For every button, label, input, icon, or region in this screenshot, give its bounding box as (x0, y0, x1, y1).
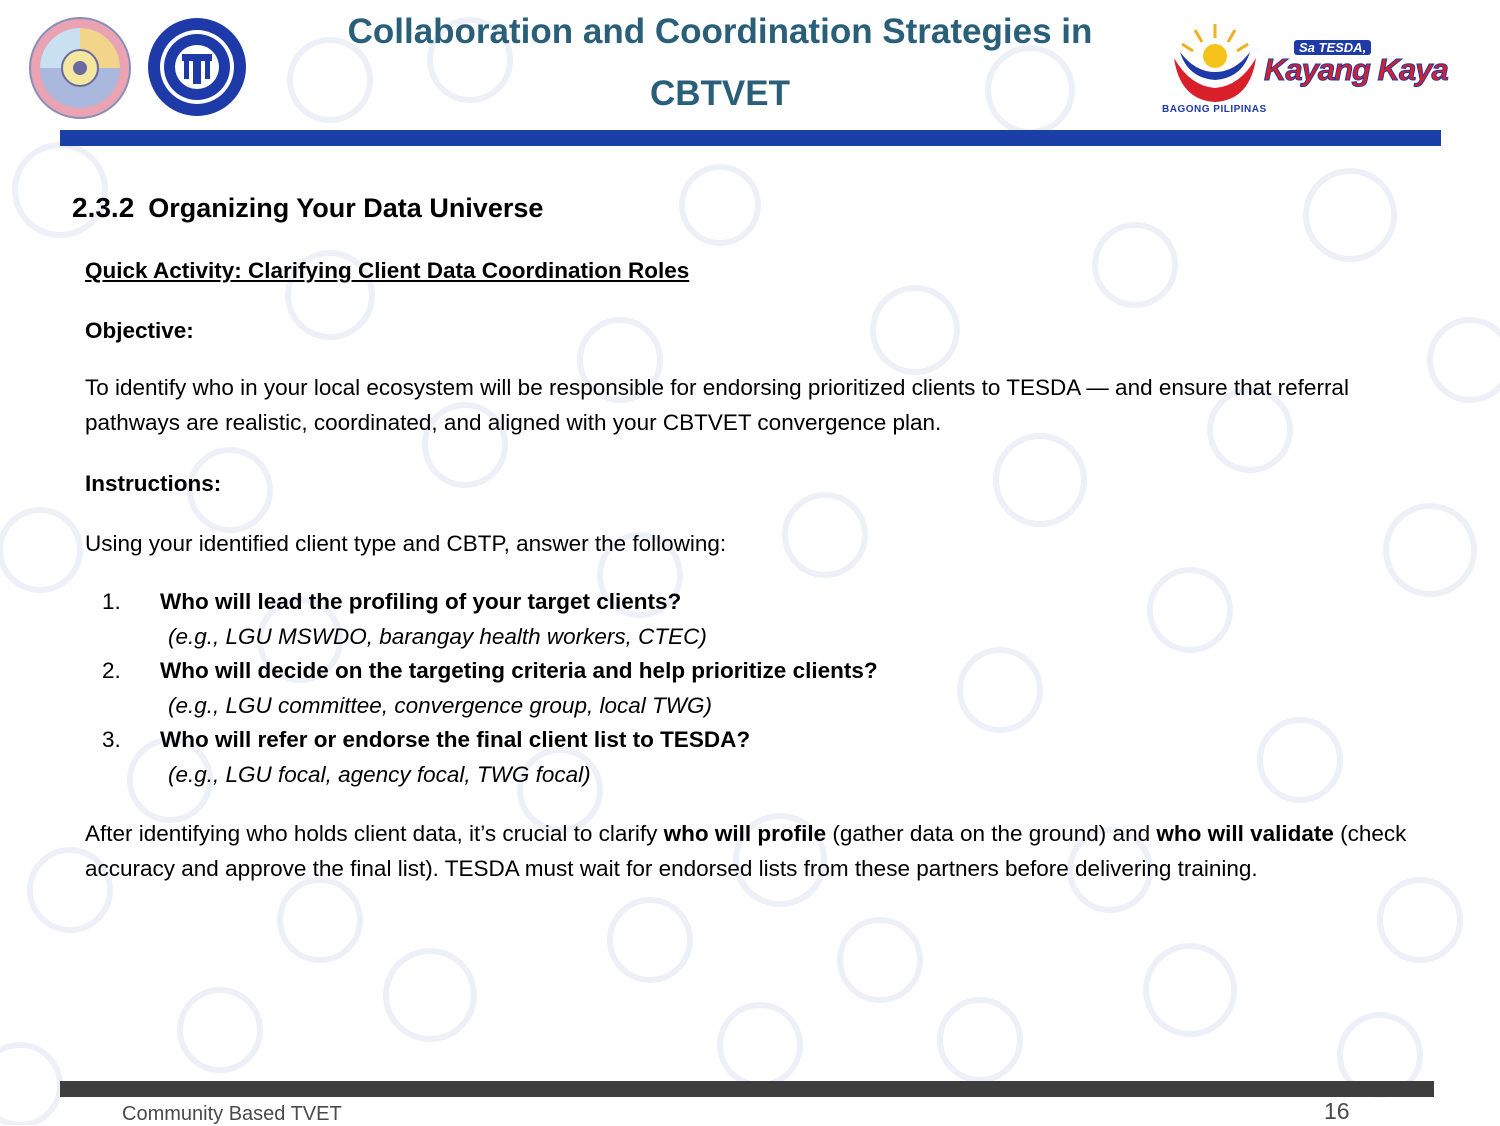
closing-emphasis-validate: who will validate (1156, 821, 1334, 846)
bagong-pilipinas-logo (1160, 16, 1270, 116)
question-text: Who will decide on the targeting criteria and help prioritize clients? (160, 658, 878, 683)
kayang-kaya-logo (1262, 40, 1482, 90)
question-text: Who will refer or endorse the final client list to TESDA? (160, 727, 751, 752)
closing-text-1: After identifying who holds client data, it’s crucial to clarify (85, 821, 664, 846)
instructions-label: Instructions: (85, 471, 222, 496)
header-divider-bar (60, 130, 1441, 146)
kayang-kaya-wordmark: Kayang Kaya (1264, 52, 1448, 87)
question-number: 3. (102, 727, 121, 752)
closing-text-3: (check accuracy and approve the final list). TESDA must wait for endorsed lists from these partners before delivering training. (85, 821, 1407, 881)
closing-emphasis-profile: who will profile (663, 821, 827, 846)
question-example: (e.g., LGU focal, agency focal, TWG focal) (168, 762, 591, 787)
question-example: (e.g., LGU committee, convergence group, local TWG) (168, 693, 712, 718)
closing-text-2: (gather data on the ground) and (826, 821, 1157, 846)
page-title-line-1: Collaboration and Coordination Strategies in (347, 12, 1093, 51)
bagong-pilipinas-label: BAGONG PILIPINAS (1162, 104, 1267, 115)
objective-text: To identify who in your local ecosystem will be responsible for endorsing prioritized clients to TESDA — and ensure that referral pathways are realistic, coordinated, and aligned with your CBTVET convergence plan. (85, 375, 1349, 435)
page-number: 16 (1324, 1098, 1350, 1124)
closing-paragraph (85, 816, 1425, 886)
section-number: 2.3.2 (72, 192, 135, 223)
section-heading (72, 192, 543, 224)
section-title: Organizing Your Data Universe (148, 193, 544, 223)
footer-label: Community Based TVET (122, 1103, 342, 1125)
kayang-kaya-tagline: Sa TESDA, (1294, 40, 1371, 55)
question-example: (e.g., LGU MSWDO, barangay health workers, CTEC) (168, 624, 707, 649)
objective-label: Objective: (85, 318, 194, 343)
footer-divider-bar (60, 1081, 1434, 1097)
activity-title: Quick Activity: Clarifying Client Data Coordination Roles (85, 258, 690, 283)
question-number: 2. (102, 658, 121, 683)
department-seal-logo (28, 16, 132, 120)
page-title-line-2: CBTVET (650, 74, 790, 113)
question-number: 1. (102, 589, 121, 614)
instructions-text: Using your identified client type and CBTP, answer the following: (85, 531, 727, 556)
question-text: Who will lead the profiling of your target clients? (160, 589, 682, 614)
tesda-logo (146, 16, 248, 118)
